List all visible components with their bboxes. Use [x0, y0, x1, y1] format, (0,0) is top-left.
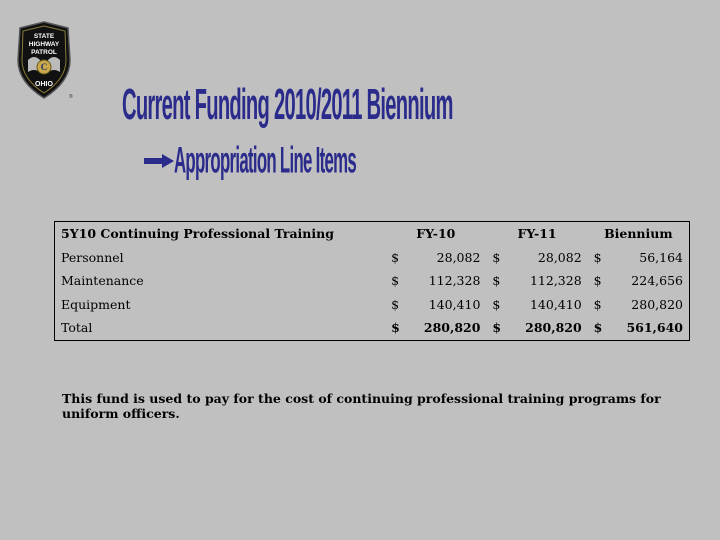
right-arrow-icon — [144, 154, 174, 168]
cell-fy11: 280,820 — [525, 320, 582, 336]
registered-mark: ® — [69, 94, 73, 100]
cell-fy10: 28,082 — [436, 249, 481, 265]
currency-symbol: $ — [593, 320, 603, 336]
table-row — [55, 269, 690, 293]
title-block — [122, 80, 542, 190]
cell-fy10: 112,328 — [428, 273, 481, 289]
column-header-biennium: Biennium — [604, 226, 673, 242]
fund-description: This fund is used to pay for the cost of continuing professional training programs for uniform officers. — [62, 390, 661, 421]
cell-biennium: 561,640 — [626, 320, 683, 336]
logo-text-highway: HIGHWAY — [28, 41, 60, 48]
row-label: Personnel — [61, 249, 124, 265]
currency-symbol: $ — [593, 273, 602, 289]
logo-text-ohio: OHIO — [35, 81, 53, 88]
currency-symbol: $ — [593, 296, 602, 312]
logo-text-state: STATE — [33, 33, 55, 40]
table-heading: 5Y10 Continuing Professional Training — [61, 226, 334, 242]
table-row-total — [55, 316, 690, 340]
row-label: Equipment — [61, 296, 131, 312]
column-header-fy11: FY-11 — [517, 226, 557, 242]
currency-symbol: $ — [391, 249, 400, 265]
currency-symbol: $ — [391, 273, 400, 289]
cell-fy10: 140,410 — [428, 296, 481, 312]
svg-text:C: C — [40, 62, 48, 72]
currency-symbol: $ — [492, 296, 501, 312]
currency-symbol: $ — [391, 320, 400, 336]
column-header-fy10: FY-10 — [416, 226, 456, 242]
cell-fy11: 140,410 — [529, 296, 582, 312]
state-highway-patrol-logo — [14, 20, 74, 102]
currency-symbol: $ — [492, 320, 502, 336]
table-header-row — [55, 222, 690, 246]
cell-fy11: 112,328 — [529, 273, 582, 289]
cell-fy10: 280,820 — [423, 320, 481, 336]
currency-symbol: $ — [492, 249, 501, 265]
row-label: Total — [61, 320, 93, 336]
cell-biennium: 56,164 — [639, 249, 683, 265]
page-subtitle: Appropriation Line Items — [174, 140, 357, 182]
cell-biennium: 224,656 — [631, 273, 683, 289]
currency-symbol: $ — [492, 273, 501, 289]
cell-fy11: 28,082 — [537, 249, 582, 265]
table-row — [55, 246, 690, 270]
currency-symbol: $ — [593, 249, 602, 265]
funding-table — [54, 221, 690, 341]
page-title: Current Funding 2010/2011 Biennium — [122, 80, 453, 129]
logo-text-patrol: PATROL — [31, 49, 57, 56]
cell-biennium: 280,820 — [631, 296, 683, 312]
currency-symbol: $ — [391, 296, 400, 312]
table-row — [55, 293, 690, 317]
row-label: Maintenance — [61, 273, 144, 289]
